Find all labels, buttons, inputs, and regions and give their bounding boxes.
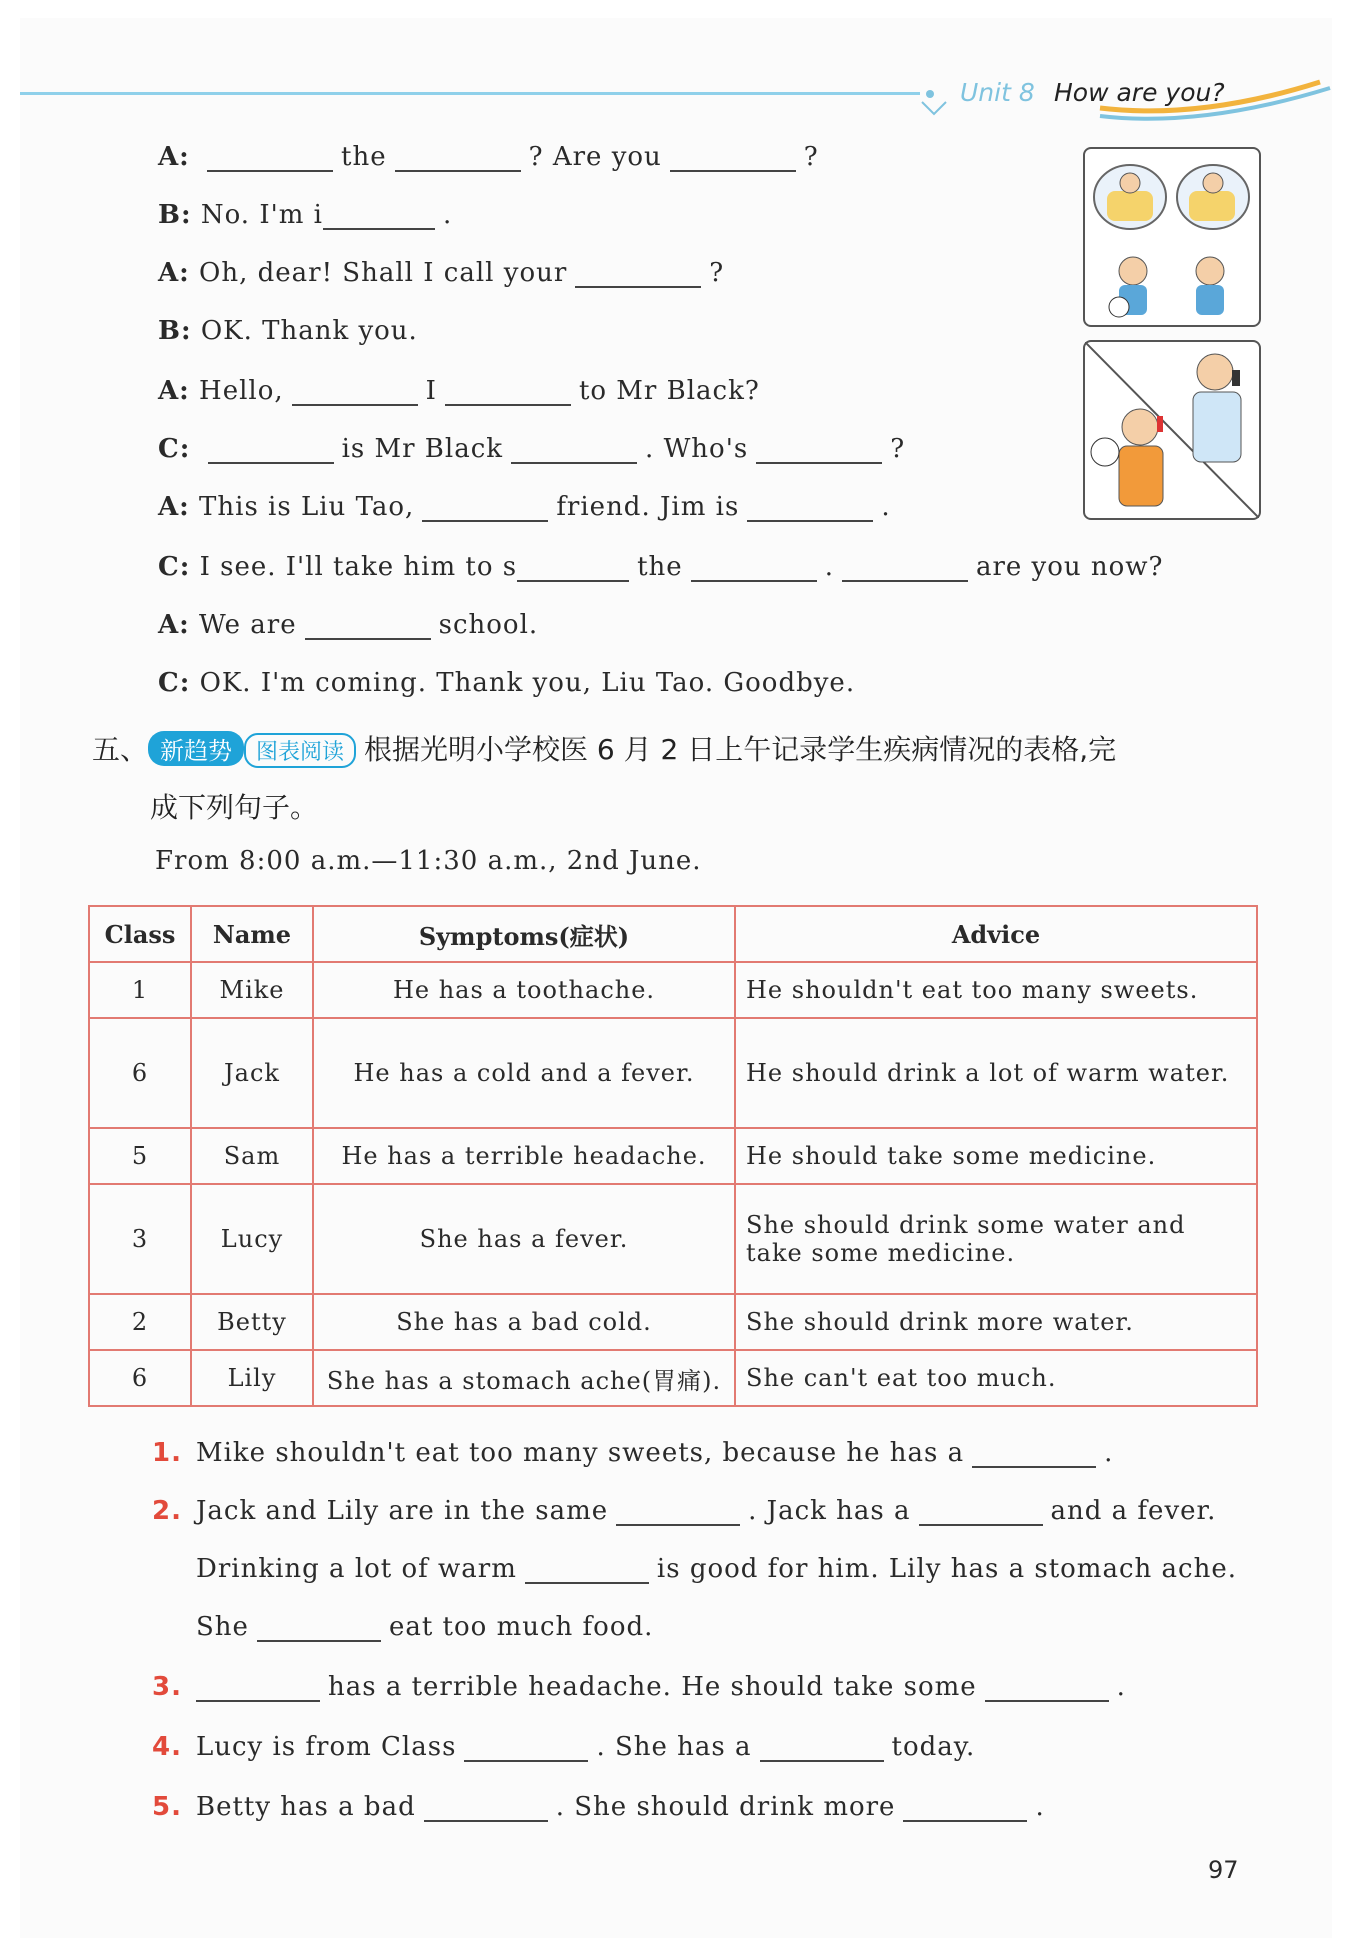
- blank[interactable]: [208, 436, 334, 464]
- blank[interactable]: [395, 144, 521, 172]
- table-row: [89, 1294, 1257, 1350]
- question-5: 5. Betty has a bad . She should drink more .: [152, 1792, 1045, 1822]
- illness-record-table: [88, 905, 1258, 1407]
- question-3: 3. has a terrible headache. He should take some .: [152, 1672, 1126, 1702]
- dialogue-line-10: C: OK. I'm coming. Thank you, Liu Tao. Goodbye.: [158, 668, 856, 698]
- header-unit: Unit 8: [960, 78, 1035, 107]
- blank[interactable]: [756, 436, 882, 464]
- dialogue-line-3: A: Oh, dear! Shall I call your ?: [158, 258, 725, 288]
- cell-name: Mike: [191, 962, 313, 1018]
- blank[interactable]: [842, 554, 968, 582]
- cell-class: 1: [89, 962, 191, 1018]
- blank[interactable]: [747, 494, 873, 522]
- cell-advice: He should drink a lot of warm water.: [735, 1018, 1257, 1128]
- blank[interactable]: [445, 378, 571, 406]
- col-class: Class: [89, 906, 191, 962]
- cell-name: Betty: [191, 1294, 313, 1350]
- chart-reading-badge: 图表阅读: [244, 733, 356, 768]
- header-title: How are you?: [1054, 78, 1225, 107]
- blank[interactable]: [196, 1674, 320, 1702]
- cell-class: 5: [89, 1128, 191, 1184]
- col-symptoms: Symptoms(症状): [313, 906, 735, 962]
- cell-name: Sam: [191, 1128, 313, 1184]
- cell-symptom: She has a bad cold.: [313, 1294, 735, 1350]
- sick-boy-illustration: [1083, 147, 1261, 327]
- cell-advice: He should take some medicine.: [735, 1128, 1257, 1184]
- dialogue-line-6: C: is Mr Black . Who's ?: [158, 434, 906, 464]
- cell-advice: He shouldn't eat too many sweets.: [735, 962, 1257, 1018]
- table-row: [89, 1018, 1257, 1128]
- time-range: From 8:00 a.m.—11:30 a.m., 2nd June.: [155, 846, 702, 876]
- header-rule: [20, 92, 920, 95]
- dialogue-line-1: A: the ? Are you ?: [158, 142, 819, 172]
- cell-advice: She can't eat too much.: [735, 1350, 1257, 1406]
- blank[interactable]: [919, 1498, 1043, 1526]
- cell-advice: She should drink more water.: [735, 1294, 1257, 1350]
- dialogue-line-7: A: This is Liu Tao, friend. Jim is .: [158, 492, 891, 522]
- blank[interactable]: [616, 1498, 740, 1526]
- cell-name: Lucy: [191, 1184, 313, 1294]
- blank[interactable]: [670, 144, 796, 172]
- blank[interactable]: [517, 554, 629, 582]
- blank[interactable]: [972, 1440, 1096, 1468]
- cell-symptom: He has a toothache.: [313, 962, 735, 1018]
- col-advice: Advice: [735, 906, 1257, 962]
- question-2: 2. Jack and Lily are in the same . Jack has a and a fever.: [152, 1496, 1217, 1526]
- sick-boy-icon: [1085, 149, 1259, 325]
- blank[interactable]: [207, 144, 333, 172]
- cell-symptom: He has a terrible headache.: [313, 1128, 735, 1184]
- blank[interactable]: [691, 554, 817, 582]
- blank[interactable]: [760, 1734, 884, 1762]
- dialogue-line-5: A: Hello, I to Mr Black?: [158, 376, 760, 406]
- cell-symptom: She has a fever.: [313, 1184, 735, 1294]
- blank[interactable]: [257, 1614, 381, 1642]
- cell-class: 2: [89, 1294, 191, 1350]
- phone-call-icon: [1085, 342, 1259, 518]
- table-row: [89, 1128, 1257, 1184]
- blank[interactable]: [575, 260, 701, 288]
- question-2-line-2: Drinking a lot of warm is good for him. Lily has a stomach ache.: [196, 1554, 1237, 1584]
- phone-call-illustration: [1083, 340, 1261, 520]
- blank[interactable]: [323, 202, 435, 230]
- blank[interactable]: [985, 1674, 1109, 1702]
- cell-advice: She should drink some water and take some medicine.: [735, 1184, 1257, 1294]
- cell-class: 6: [89, 1350, 191, 1406]
- blank[interactable]: [424, 1794, 548, 1822]
- dialogue-line-9: A: We are school.: [158, 610, 539, 640]
- cell-symptom: She has a stomach ache(胃痛).: [313, 1350, 735, 1406]
- dialogue-line-4: B: OK. Thank you.: [158, 316, 418, 346]
- section-5-title-cont: 成下列句子。: [150, 791, 319, 824]
- dialogue-line-8: C: I see. I'll take him to s the . are you now?: [158, 552, 1164, 582]
- blank[interactable]: [511, 436, 637, 464]
- blank[interactable]: [903, 1794, 1027, 1822]
- table-row: [89, 962, 1257, 1018]
- cell-name: Jack: [191, 1018, 313, 1128]
- blank[interactable]: [305, 612, 431, 640]
- table-row: [89, 1350, 1257, 1406]
- blank[interactable]: [422, 494, 548, 522]
- cell-class: 6: [89, 1018, 191, 1128]
- cell-name: Lily: [191, 1350, 313, 1406]
- section-5-title: 五、 新趋势 图表阅读 根据光明小学校医 6 月 2 日上午记录学生疾病情况的表格,完: [92, 733, 1117, 766]
- new-trend-badge: 新趋势: [148, 731, 244, 766]
- blank[interactable]: [525, 1556, 649, 1584]
- table-row: [89, 1184, 1257, 1294]
- cell-class: 3: [89, 1184, 191, 1294]
- table-header-row: [89, 906, 1257, 962]
- page-number: 97: [1208, 1856, 1239, 1884]
- dialogue-line-2: B: No. I'm i .: [158, 200, 453, 230]
- question-1: 1. Mike shouldn't eat too many sweets, because he has a .: [152, 1438, 1114, 1468]
- question-2-line-3: She eat too much food.: [196, 1612, 654, 1642]
- blank[interactable]: [464, 1734, 588, 1762]
- col-name: Name: [191, 906, 313, 962]
- cell-symptom: He has a cold and a fever.: [313, 1018, 735, 1128]
- blank[interactable]: [292, 378, 418, 406]
- question-4: 4. Lucy is from Class . She has a today.: [152, 1732, 976, 1762]
